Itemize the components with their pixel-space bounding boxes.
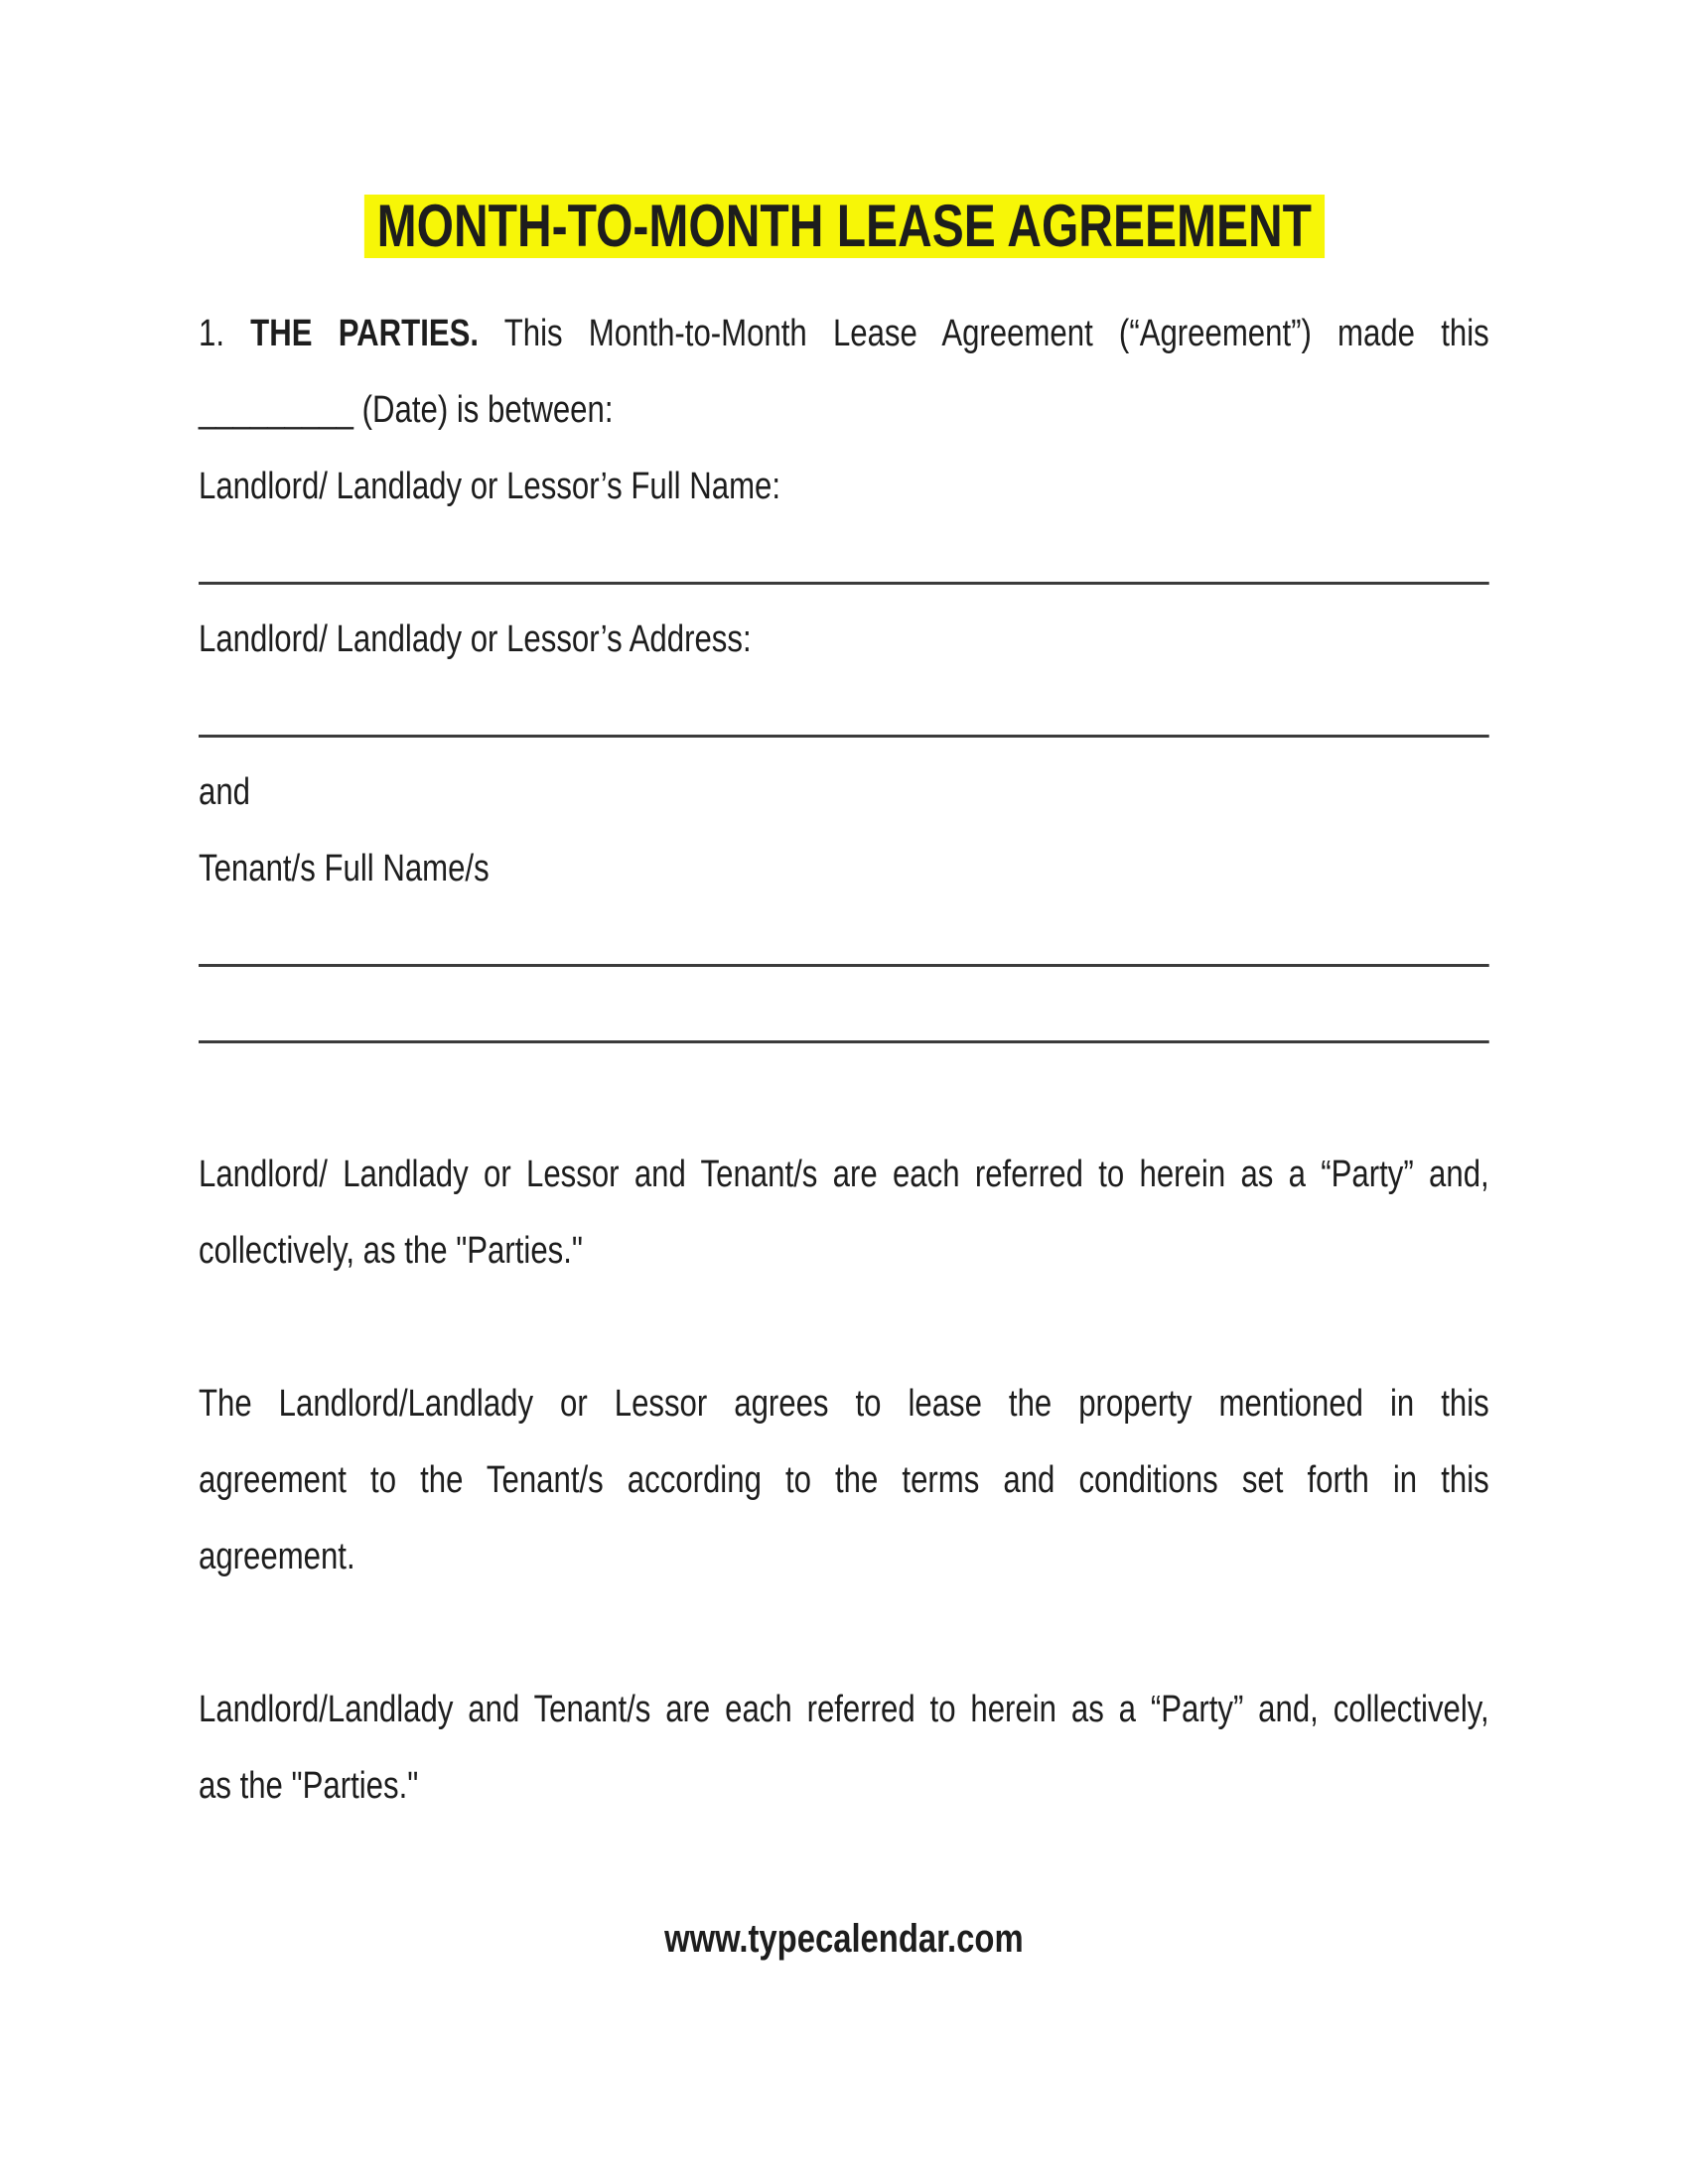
clause-1-the-parties	[199, 296, 1489, 449]
document-title-wrap	[0, 195, 1688, 258]
and-connector	[199, 754, 1489, 831]
footer-url: www.typecalendar.com	[664, 1917, 1024, 1961]
text-segment: agreement to the Tenant/s according to the terms and conditions set forth in this	[199, 1459, 1489, 1501]
text-segment: Landlord/Landlady and Tenant/s are each referred to herein as a “Party” and, collectively,	[199, 1689, 1489, 1730]
landlord-address-label	[199, 602, 1489, 678]
tenant-name-label-line-1	[199, 831, 1489, 907]
parties-designation-clause	[199, 1137, 1489, 1290]
tenant-name-label	[199, 831, 1489, 907]
lease-grant-clause-line-1	[199, 1366, 1489, 1442]
lease-grant-clause-line-2	[199, 1442, 1489, 1519]
document-title: MONTH-TO-MONTH LEASE AGREEMENT	[364, 195, 1325, 258]
landlord-name-label	[199, 449, 1489, 525]
parties-designation-clause-line-1	[199, 1137, 1489, 1213]
parties-designation-clause-2-line-2	[199, 1748, 1489, 1825]
bold-text-segment: THE PARTIES.	[250, 313, 480, 354]
parties-designation-clause-2-line-1	[199, 1672, 1489, 1748]
text-segment: 1.	[199, 313, 251, 354]
parties-designation-clause-2	[199, 1672, 1489, 1825]
paragraph-spacer	[199, 1060, 1489, 1137]
and-connector-line-1	[199, 754, 1489, 831]
text-segment: agreement.	[199, 1536, 355, 1577]
tenant-name-blank-line-1	[199, 907, 1489, 984]
landlord-name-blank-line	[199, 525, 1489, 602]
lease-grant-clause-line-3	[199, 1519, 1489, 1595]
landlord-address-label-line-1	[199, 602, 1489, 678]
text-segment: and	[199, 771, 250, 813]
clause-1-the-parties-line-1	[199, 296, 1489, 372]
text-segment: This Month-to-Month Lease Agreement (“Agreement”) made this	[479, 313, 1489, 354]
landlord-name-label-line-1	[199, 449, 1489, 525]
paragraph-spacer	[199, 1290, 1489, 1366]
parties-designation-clause-line-2	[199, 1213, 1489, 1290]
lease-grant-clause	[199, 1366, 1489, 1595]
text-segment: The Landlord/Landlady or Lessor agrees to lease the property mentioned in this	[199, 1383, 1489, 1425]
paragraph-spacer	[199, 1595, 1489, 1672]
text-segment: _________ (Date) is between:	[199, 389, 614, 431]
text-segment: Tenant/s Full Name/s	[199, 848, 490, 889]
document-body	[199, 296, 1489, 1978]
text-segment: collectively, as the "Parties."	[199, 1230, 583, 1272]
text-segment: Landlord/ Landlady or Lessor and Tenant/s are each referred to herein as a “Party” and,	[199, 1154, 1489, 1195]
clause-1-the-parties-line-2	[199, 372, 1489, 449]
tenant-name-blank-line-2	[199, 984, 1489, 1060]
landlord-address-blank-line	[199, 678, 1489, 754]
text-segment: Landlord/ Landlady or Lessor’s Address:	[199, 618, 752, 660]
text-segment: Landlord/ Landlady or Lessor’s Full Name:	[199, 466, 781, 507]
text-segment: as the "Parties."	[199, 1765, 419, 1807]
